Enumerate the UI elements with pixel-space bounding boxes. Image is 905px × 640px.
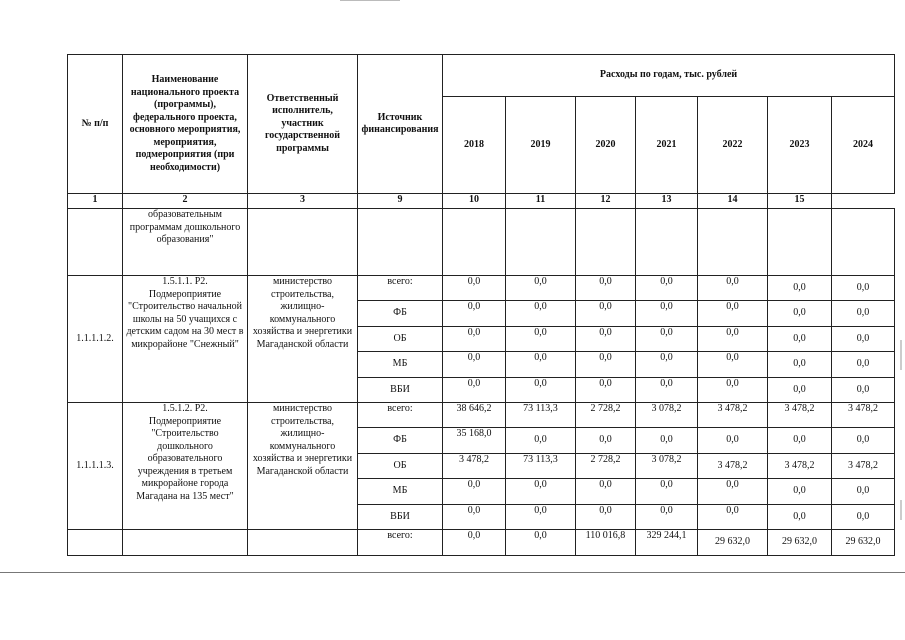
- column-numbers-row: [68, 194, 895, 209]
- empty-cell: [832, 209, 895, 276]
- value-cell: 0,0: [443, 352, 506, 378]
- value-cell: 0,0: [832, 505, 895, 530]
- value-cell: 0,0: [698, 479, 768, 505]
- value-cell: 0,0: [443, 530, 506, 556]
- value-cell: 0,0: [832, 378, 895, 403]
- value-cell: 0,0: [506, 301, 576, 327]
- item-responsible: министерство строительства, жилищно-коммунального хозяйства и энергетики Магаданской области: [248, 276, 358, 403]
- value-cell: 0,0: [506, 530, 576, 556]
- item-name: 1.5.1.2. Р2. Подмероприятие "Строительство дошкольного образовательного учреждения в третьем микрорайоне города Магадана на 135 мест": [123, 403, 248, 530]
- value-cell: 110 016,8: [576, 530, 636, 556]
- scan-edge-mark: [900, 340, 902, 370]
- header-row: [68, 55, 895, 97]
- value-cell: 0,0: [443, 301, 506, 327]
- source-label: всего:: [358, 403, 443, 428]
- value-cell: 0,0: [576, 301, 636, 327]
- value-cell: 3 078,2: [636, 403, 698, 428]
- header-year: 2021: [636, 97, 698, 194]
- column-number: 13: [636, 194, 698, 209]
- row-number: 1.1.1.1.2.: [68, 276, 123, 403]
- value-cell: 0,0: [832, 479, 895, 505]
- empty-cell: [123, 530, 248, 556]
- row-number: 1.1.1.1.3.: [68, 403, 123, 530]
- value-cell: 0,0: [576, 352, 636, 378]
- source-label: МБ: [358, 352, 443, 378]
- column-number: 1: [68, 194, 123, 209]
- header-year: 2024: [832, 97, 895, 194]
- empty-cell: [358, 209, 443, 276]
- header-col-responsible: Ответственный исполнитель, участник государственной программы: [248, 55, 358, 194]
- value-cell: 73 113,3: [506, 403, 576, 428]
- value-cell: 0,0: [443, 327, 506, 352]
- scan-top-rule: [340, 0, 400, 1]
- value-cell: 0,0: [698, 352, 768, 378]
- value-cell: 0,0: [768, 301, 832, 327]
- header-col-expenses: Расходы по годам, тыс. рублей: [443, 55, 895, 97]
- value-cell: 0,0: [506, 479, 576, 505]
- value-cell: 0,0: [768, 352, 832, 378]
- header-col-no: № п/п: [68, 55, 123, 194]
- value-cell: 29 632,0: [768, 530, 832, 556]
- continuation-name: образовательным программам дошкольного образования": [123, 209, 248, 276]
- value-cell: 3 478,2: [698, 454, 768, 479]
- scan-edge-mark: [900, 500, 902, 520]
- column-number: 15: [768, 194, 832, 209]
- value-cell: 0,0: [832, 276, 895, 301]
- value-cell: 0,0: [768, 505, 832, 530]
- item-responsible: министерство строительства, жилищно-коммунального хозяйства и энергетики Магаданской области: [248, 403, 358, 530]
- value-cell: 0,0: [506, 276, 576, 301]
- value-cell: 0,0: [636, 352, 698, 378]
- value-cell: 3 478,2: [768, 403, 832, 428]
- column-number: 10: [443, 194, 506, 209]
- value-cell: 0,0: [576, 327, 636, 352]
- value-cell: 3 478,2: [832, 454, 895, 479]
- value-cell: 0,0: [832, 352, 895, 378]
- value-cell: 2 728,2: [576, 403, 636, 428]
- column-number: 9: [358, 194, 443, 209]
- value-cell: 0,0: [443, 276, 506, 301]
- expenses-table: [67, 54, 895, 556]
- value-cell: 0,0: [768, 327, 832, 352]
- empty-cell: [248, 530, 358, 556]
- source-label: всего:: [358, 530, 443, 556]
- value-cell: 3 478,2: [698, 403, 768, 428]
- value-cell: 0,0: [576, 505, 636, 530]
- value-cell: 0,0: [506, 352, 576, 378]
- empty-cell: [576, 209, 636, 276]
- value-cell: 2 728,2: [576, 454, 636, 479]
- value-cell: 0,0: [506, 378, 576, 403]
- value-cell: 0,0: [576, 276, 636, 301]
- row-number: [68, 209, 123, 276]
- value-cell: 29 632,0: [698, 530, 768, 556]
- value-cell: 0,0: [768, 378, 832, 403]
- source-label: МБ: [358, 479, 443, 505]
- empty-cell: [443, 209, 506, 276]
- value-cell: 0,0: [636, 479, 698, 505]
- header-year: 2022: [698, 97, 768, 194]
- value-cell: 0,0: [576, 428, 636, 454]
- empty-cell: [636, 209, 698, 276]
- scan-bottom-rule: [0, 572, 905, 573]
- source-label: ОБ: [358, 327, 443, 352]
- value-cell: 0,0: [636, 428, 698, 454]
- value-cell: 29 632,0: [832, 530, 895, 556]
- empty-cell: [698, 209, 768, 276]
- continuation-row: [68, 209, 895, 276]
- value-cell: 0,0: [698, 378, 768, 403]
- value-cell: 0,0: [443, 378, 506, 403]
- value-cell: 0,0: [768, 479, 832, 505]
- value-cell: 0,0: [576, 479, 636, 505]
- value-cell: 38 646,2: [443, 403, 506, 428]
- empty-cell: [506, 209, 576, 276]
- value-cell: 0,0: [443, 505, 506, 530]
- value-cell: 3 478,2: [768, 454, 832, 479]
- column-number: 3: [248, 194, 358, 209]
- table-row: [68, 403, 895, 428]
- empty-cell: [768, 209, 832, 276]
- value-cell: 3 478,2: [443, 454, 506, 479]
- value-cell: 3 078,2: [636, 454, 698, 479]
- column-number: 12: [576, 194, 636, 209]
- source-label: ФБ: [358, 428, 443, 454]
- value-cell: 0,0: [506, 327, 576, 352]
- value-cell: 3 478,2: [832, 403, 895, 428]
- source-label: ФБ: [358, 301, 443, 327]
- value-cell: 0,0: [698, 428, 768, 454]
- empty-cell: [248, 209, 358, 276]
- source-label: ВБИ: [358, 378, 443, 403]
- value-cell: 0,0: [698, 301, 768, 327]
- header-year: 2020: [576, 97, 636, 194]
- header-year: 2019: [506, 97, 576, 194]
- table-row: [68, 530, 895, 556]
- value-cell: 0,0: [698, 505, 768, 530]
- value-cell: 0,0: [698, 327, 768, 352]
- column-number: 11: [506, 194, 576, 209]
- table-row: [68, 276, 895, 301]
- source-label: всего:: [358, 276, 443, 301]
- column-number: 14: [698, 194, 768, 209]
- value-cell: 0,0: [832, 428, 895, 454]
- value-cell: 329 244,1: [636, 530, 698, 556]
- value-cell: 0,0: [636, 301, 698, 327]
- value-cell: 0,0: [443, 479, 506, 505]
- value-cell: 0,0: [506, 428, 576, 454]
- value-cell: 0,0: [636, 378, 698, 403]
- header-col-source: Источник финансирования: [358, 55, 443, 194]
- source-label: ВБИ: [358, 505, 443, 530]
- value-cell: 73 113,3: [506, 454, 576, 479]
- header-col-name: Наименование национального проекта (программы), федерального проекта, основного мероприятия, мероприятия, подмероприятия (при необходимости): [123, 55, 248, 194]
- header-year: 2023: [768, 97, 832, 194]
- source-label: ОБ: [358, 454, 443, 479]
- row-number: [68, 530, 123, 556]
- value-cell: 0,0: [768, 428, 832, 454]
- header-year: 2018: [443, 97, 506, 194]
- value-cell: 0,0: [636, 327, 698, 352]
- item-name: 1.5.1.1. Р2. Подмероприятие "Строительство начальной школы на 50 учащихся с детским садом на 30 мест в микрорайоне "Снежный": [123, 276, 248, 403]
- value-cell: 0,0: [698, 276, 768, 301]
- value-cell: 35 168,0: [443, 428, 506, 454]
- value-cell: 0,0: [832, 301, 895, 327]
- value-cell: 0,0: [768, 276, 832, 301]
- value-cell: 0,0: [636, 276, 698, 301]
- value-cell: 0,0: [832, 327, 895, 352]
- value-cell: 0,0: [506, 505, 576, 530]
- value-cell: 0,0: [576, 378, 636, 403]
- value-cell: 0,0: [636, 505, 698, 530]
- column-number: 2: [123, 194, 248, 209]
